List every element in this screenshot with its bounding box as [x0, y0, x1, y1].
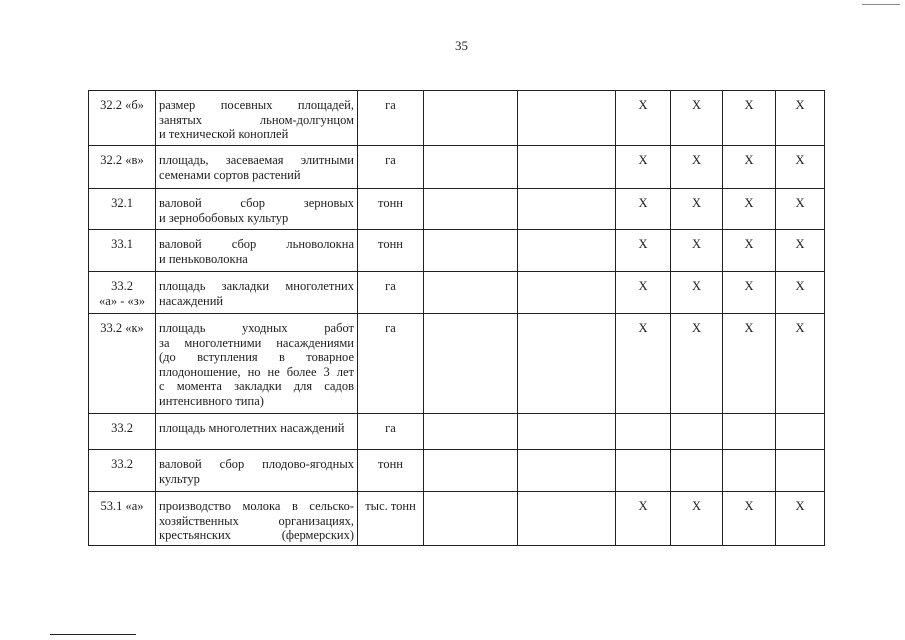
- row-unit-cell: [358, 450, 424, 492]
- empty-cell: [424, 492, 518, 546]
- row-mark: X: [744, 237, 754, 251]
- mark-cell: [671, 146, 723, 189]
- report-table: [88, 90, 825, 546]
- mark-cell: [723, 414, 776, 450]
- row-code-cell: [89, 230, 156, 272]
- row-description-line: площадь закладки многолетних: [159, 279, 354, 293]
- row-unit: га: [385, 98, 396, 112]
- row-unit: тонн: [378, 196, 403, 210]
- mark-cell: [671, 414, 723, 450]
- table-row: [89, 91, 825, 146]
- mark-cell: [616, 414, 671, 450]
- mark-cell: [776, 146, 825, 189]
- row-unit-cell: [358, 272, 424, 314]
- row-mark: X: [744, 196, 754, 210]
- table-row: [89, 272, 825, 314]
- table-row: [89, 314, 825, 414]
- row-code-cell: [89, 91, 156, 146]
- row-mark: X: [691, 196, 702, 210]
- row-description-line: и зернобобовых культур: [159, 210, 289, 225]
- row-mark: X: [691, 279, 702, 293]
- empty-cell: [424, 272, 518, 314]
- row-description-line: площадь уходных работ: [159, 321, 354, 335]
- row-code: 32.1: [111, 196, 133, 210]
- row-description-line: площадь многолетних насаждений: [159, 421, 345, 435]
- row-mark: X: [638, 153, 648, 167]
- row-description-line: культур: [159, 471, 200, 486]
- row-code: 32.2 «в»: [100, 153, 144, 167]
- mark-cell: [616, 314, 671, 414]
- row-mark: X: [691, 98, 702, 112]
- mark-cell: [616, 272, 671, 314]
- mark-cell: [776, 189, 825, 230]
- row-unit-cell: [358, 414, 424, 450]
- mark-cell: [616, 91, 671, 146]
- footnote-rule: [50, 634, 136, 635]
- mark-cell: [616, 450, 671, 492]
- row-unit: га: [385, 153, 396, 167]
- table-row: [89, 146, 825, 189]
- mark-cell: [671, 314, 723, 414]
- empty-cell: [518, 230, 616, 272]
- empty-cell: [424, 450, 518, 492]
- row-description-line: занятых льном-долгунцом: [159, 112, 354, 127]
- row-description-line: валовой сбор зерновых: [159, 196, 354, 210]
- row-description-line: и пеньковолокна: [159, 251, 248, 266]
- mark-cell: [616, 230, 671, 272]
- corner-rule: [862, 4, 900, 5]
- mark-cell: [723, 450, 776, 492]
- row-unit-cell: [358, 91, 424, 146]
- row-description-cell: [156, 272, 358, 314]
- row-description-line: с момента закладки для садов: [159, 379, 354, 394]
- empty-cell: [424, 189, 518, 230]
- row-description-cell: [156, 492, 358, 546]
- mark-cell: [671, 91, 723, 146]
- row-description-line: (до вступления в товарное: [159, 350, 354, 365]
- row-mark: X: [795, 98, 805, 112]
- row-mark: X: [638, 279, 648, 293]
- row-description-cell: [156, 189, 358, 230]
- row-code: 53.1 «а»: [100, 499, 144, 513]
- row-code: 33.2: [111, 279, 133, 293]
- row-description-cell: [156, 414, 358, 450]
- mark-cell: [723, 91, 776, 146]
- row-description-line: крестьянских (фермерских): [159, 528, 354, 543]
- mark-cell: [723, 492, 776, 546]
- row-code-cell: [89, 414, 156, 450]
- row-code: 33.1: [111, 237, 133, 251]
- row-code: 33.2: [111, 457, 133, 471]
- table-row: [89, 189, 825, 230]
- table-row: [89, 230, 825, 272]
- row-code: «а» - «з»: [99, 293, 145, 308]
- row-mark: X: [744, 153, 754, 167]
- row-mark: X: [795, 321, 805, 335]
- row-mark: X: [744, 499, 754, 513]
- empty-cell: [424, 314, 518, 414]
- row-description-cell: [156, 314, 358, 414]
- mark-cell: [616, 189, 671, 230]
- row-unit: тонн: [378, 457, 403, 471]
- row-description-line: валовой сбор плодово-ягодных: [159, 457, 354, 471]
- row-description-line: интенсивного типа): [159, 393, 264, 408]
- row-unit-cell: [358, 230, 424, 272]
- mark-cell: [723, 272, 776, 314]
- mark-cell: [671, 272, 723, 314]
- empty-cell: [518, 314, 616, 414]
- empty-cell: [518, 91, 616, 146]
- row-code-cell: [89, 314, 156, 414]
- row-description-cell: [156, 230, 358, 272]
- empty-cell: [518, 189, 616, 230]
- row-code-cell: [89, 272, 156, 314]
- row-code-cell: [89, 492, 156, 546]
- mark-cell: [671, 492, 723, 546]
- row-code-cell: [89, 146, 156, 189]
- mark-cell: [776, 272, 825, 314]
- row-description-line: и технической коноплей: [159, 127, 289, 142]
- row-mark: X: [795, 499, 805, 513]
- row-unit: га: [385, 279, 396, 293]
- mark-cell: [776, 314, 825, 414]
- row-unit: тыс. тонн: [365, 499, 416, 513]
- mark-cell: [776, 230, 825, 272]
- row-description-line: производство молока в сельско-: [159, 499, 354, 513]
- row-mark: X: [691, 321, 702, 335]
- mark-cell: [723, 230, 776, 272]
- mark-cell: [776, 414, 825, 450]
- row-unit: тонн: [378, 237, 403, 251]
- row-description-line: размер посевных площадей,: [159, 98, 354, 112]
- mark-cell: [671, 230, 723, 272]
- empty-cell: [424, 91, 518, 146]
- mark-cell: [723, 146, 776, 189]
- row-code: 32.2 «б»: [100, 98, 144, 112]
- empty-cell: [424, 414, 518, 450]
- row-code-cell: [89, 450, 156, 492]
- report-table-body: [89, 91, 825, 546]
- empty-cell: [518, 492, 616, 546]
- row-mark: X: [638, 499, 648, 513]
- page-number: 35: [455, 38, 468, 53]
- mark-cell: [671, 189, 723, 230]
- mark-cell: [776, 91, 825, 146]
- mark-cell: [723, 314, 776, 414]
- row-description-cell: [156, 91, 358, 146]
- empty-cell: [518, 272, 616, 314]
- row-mark: X: [744, 98, 754, 112]
- row-code: 33.2 «к»: [100, 321, 144, 335]
- row-mark: X: [691, 499, 702, 513]
- empty-cell: [424, 230, 518, 272]
- row-mark: X: [691, 153, 702, 167]
- row-unit-cell: [358, 314, 424, 414]
- row-mark: X: [691, 237, 702, 251]
- mark-cell: [616, 146, 671, 189]
- row-description-line: валовой сбор льноволокна: [159, 237, 354, 251]
- empty-cell: [424, 146, 518, 189]
- row-mark: X: [795, 153, 805, 167]
- row-description-line: хозяйственных организациях,: [159, 513, 354, 528]
- row-code: 33.2: [111, 421, 133, 435]
- row-mark: X: [795, 279, 805, 293]
- row-unit: га: [385, 421, 396, 435]
- row-description-cell: [156, 450, 358, 492]
- row-unit: га: [385, 321, 396, 335]
- row-description-line: плодоношение, но не более 3 лет: [159, 364, 354, 379]
- mark-cell: [723, 189, 776, 230]
- row-unit-cell: [358, 492, 424, 546]
- empty-cell: [518, 146, 616, 189]
- row-description-line: за многолетними насаждениями: [159, 335, 354, 350]
- table-row: [89, 414, 825, 450]
- row-unit-cell: [358, 146, 424, 189]
- row-mark: X: [638, 321, 648, 335]
- row-code-cell: [89, 189, 156, 230]
- row-unit-cell: [358, 189, 424, 230]
- row-description-cell: [156, 146, 358, 189]
- empty-cell: [518, 414, 616, 450]
- mark-cell: [671, 450, 723, 492]
- mark-cell: [776, 450, 825, 492]
- row-mark: X: [795, 237, 805, 251]
- row-mark: X: [638, 196, 648, 210]
- table-row: [89, 492, 825, 546]
- row-mark: X: [638, 98, 648, 112]
- mark-cell: [616, 492, 671, 546]
- row-mark: X: [744, 321, 754, 335]
- row-mark: X: [638, 237, 648, 251]
- mark-cell: [776, 492, 825, 546]
- row-mark: X: [795, 196, 805, 210]
- row-description-line: насаждений: [159, 293, 224, 308]
- row-description-line: площадь, засеваемая элитными: [159, 153, 354, 167]
- table-row: [89, 450, 825, 492]
- row-mark: X: [744, 279, 754, 293]
- empty-cell: [518, 450, 616, 492]
- row-description-line: семенами сортов растений: [159, 167, 301, 182]
